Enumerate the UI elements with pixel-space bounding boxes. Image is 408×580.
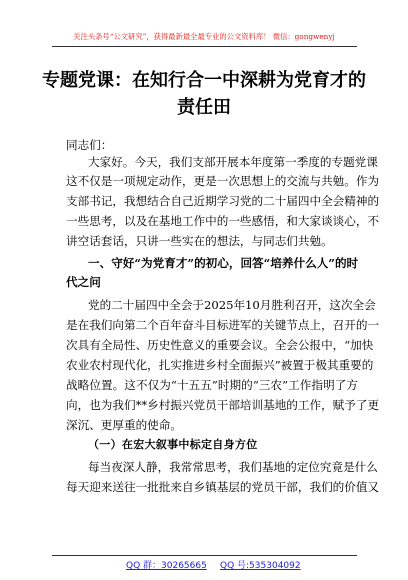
paragraph-line: 战略位置。这不仅为“十五五”时期的“三农”工作指明了方 [66,378,358,392]
subsection-heading: （一）在宏大叙事中标定自身方位 [88,438,258,451]
paragraph-line: 是在我们向第二个百年奋斗目标进军的关键节点上，召开的一 [66,318,380,332]
footer-divider [52,555,357,556]
paragraph-line: 一些思考，以及在基地工作中的一些感悟，和大家谈谈心，不 [66,214,380,228]
paragraph-line: 每当夜深人静，我常常思考，我们基地的定位究竟是什么 [88,460,378,474]
document-title-line-2: 责任田 [177,97,231,118]
paragraph-line: 向，也为我们**乡村振兴党员干部培训基地的工作，赋予了更 [66,398,380,412]
footer-qq-number-link[interactable]: QQ 号:535304092 [220,561,301,571]
salutation: 同志们： [66,138,113,152]
paragraph-line: 深沉、更厚重的使命。 [66,418,182,432]
section-heading-1: 一、守好“为党育才”的初心，回答“培养什么人”的时 [88,256,359,270]
paragraph-line: 农业农村现代化，扎实推进乡村全面振兴”被置于极其重要的 [66,358,374,372]
paragraph-line: 这不仅是一项规定动作，更是一次思想上的交流与共勉。作为 [66,174,380,188]
document-title-line-1: 专题党课：在知行合一中深耕为党育才的 [42,70,366,91]
paragraph-line: 讲空话套话，只讲一些实在的想法，与同志们共勉。 [66,234,333,248]
paragraph-line: 次具有全局性、历史性意义的重要会议。全会公报中，“加快 [66,338,374,352]
paragraph-line: 大家好。今天，我们支部开展本年度第一季度的专题党课 [88,155,378,169]
header-promo-text: 关注头条号“公文研究”，获得最新最全最专业的公文资料库！ 微信：gongwenyj [73,32,335,41]
paragraph-line: 支部书记，我想结合自己近期学习党的二十届四中全会精神的 [66,194,380,208]
header-divider [52,46,357,47]
paragraph-line: 每天迎来送往一批批来自乡镇基层的党员干部，我们的价值又 [66,480,380,494]
footer-qq-group-link[interactable]: QQ 群：30265665 [126,561,207,571]
paragraph-line: 党的二十届四中全会于2025年10月胜利召开，这次全会 [88,298,376,312]
section-heading-1-cont: 代之问 [66,275,101,289]
